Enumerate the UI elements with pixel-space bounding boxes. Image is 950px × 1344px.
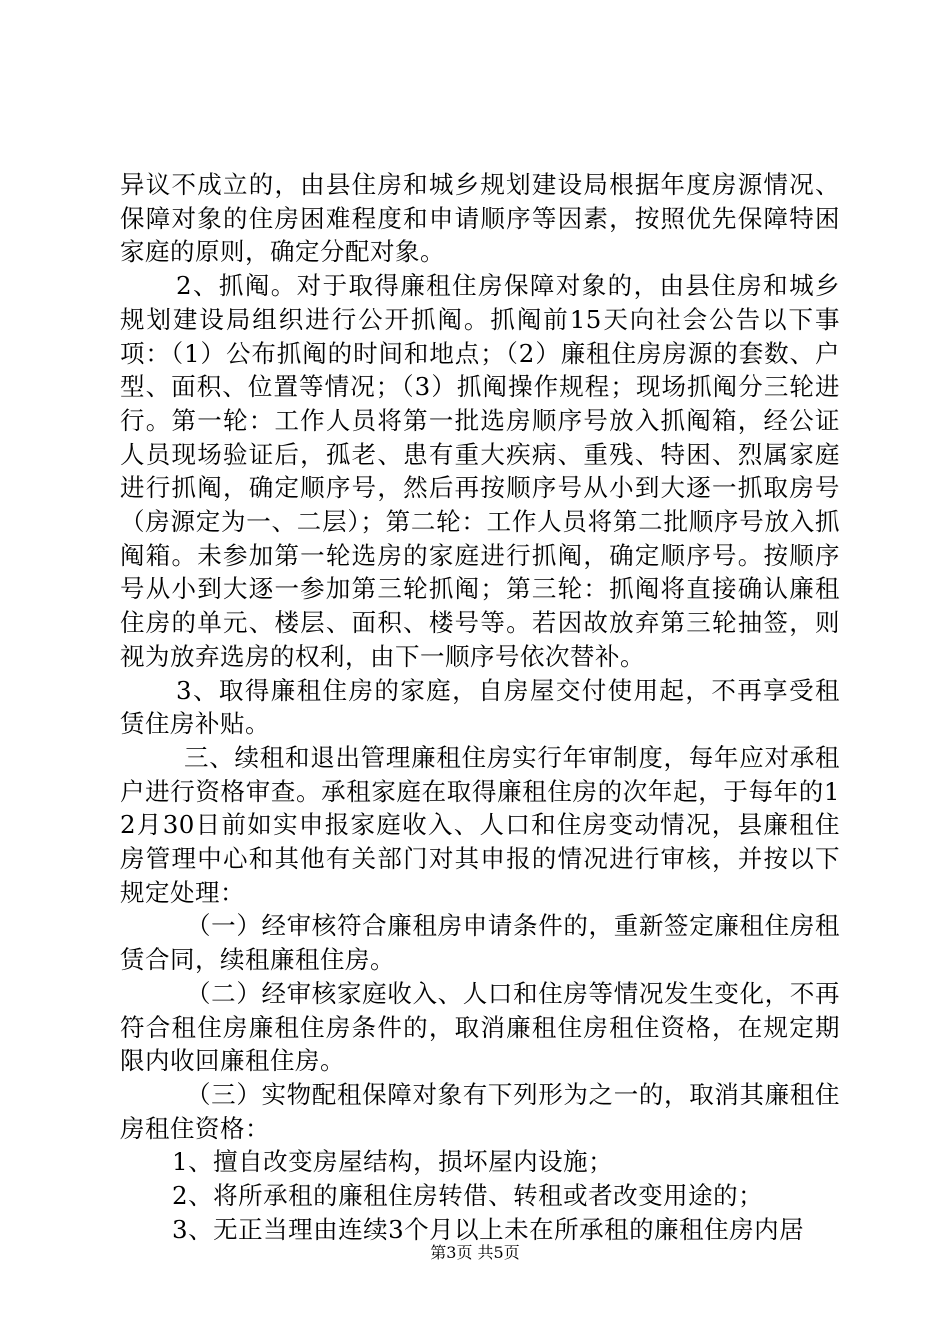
paragraph: 异议不成立的，由县住房和城乡规划建设局根据年度房源情况、保障对象的住房困难程度和申请顺序等因素，按照优先保障特困家庭的原则，确定分配对象。 bbox=[120, 170, 840, 267]
paragraph: 1、擅自改变房屋结构，损坏屋内设施； bbox=[172, 1147, 614, 1177]
paragraph: （一）经审核符合廉租房申请条件的，重新签定廉租住房租赁合同，续租廉租住房。 bbox=[120, 911, 840, 975]
paragraph: 3、取得廉租住房的家庭，自房屋交付使用起，不再享受租赁住房补贴。 bbox=[120, 675, 840, 739]
paragraph: （三）实物配租保障对象有下列形为之一的，取消其廉租住房租住资格： bbox=[120, 1079, 840, 1143]
paragraph: （二）经审核家庭收入、人口和住房等情况发生变化，不再符合租住房廉租住房条件的，取消廉租住房租住资格，在规定期限内收回廉租住房。 bbox=[120, 978, 840, 1076]
paragraph: 2、将所承租的廉租住房转借、转租或者改变用途的； bbox=[172, 1181, 764, 1211]
page-footer: 第3页 共5页 bbox=[430, 1243, 520, 1262]
paragraph: 三、续租和退出管理廉租住房实行年审制度，每年应对承租户进行资格审查。承租家庭在取得廉租住房的次年起，于每年的12月30日前如实申报家庭收入、人口和住房变动情况，县廉租住房管理中心和其他有关部门对其申报的情况进行审核，并按以下规定处理： bbox=[120, 742, 840, 907]
paragraph: 2、抓阄。对于取得廉租住房保障对象的，由县住房和城乡规划建设局组织进行公开抓阄。抓阄前15天向社会公告以下事项：（1）公布抓阄的时间和地点；（2）廉租住房房源的套数、户型、面积、位置等情况；（3）抓阄操作规程；现场抓阄分三轮进行。第一轮：工作人员将第一批选房顺序号放入抓阄箱，经公证人员现场验证后，孤老、患有重大疾病、重残、特困、烈属家庭进行抓阄，确定顺序号，然后再按顺序号从小到大逐一抓取房号（房源定为一、二层）；第二轮：工作人员将第二批顺序号放入抓阄箱。未参加第一轮选房的家庭进行抓阄，确定顺序号。按顺序号从小到大逐一参加第三轮抓阄；第三轮：抓阄将直接确认廉租住房的单元、楼层、面积、楼号等。若因故放弃第三轮抽签，则视为放弃选房的权利，由下一顺序号依次替补。 bbox=[120, 271, 840, 671]
paragraph: 3、无正当理由连续3个月以上未在所承租的廉租住房内居 bbox=[172, 1214, 805, 1244]
document-body bbox=[120, 168, 840, 1247]
